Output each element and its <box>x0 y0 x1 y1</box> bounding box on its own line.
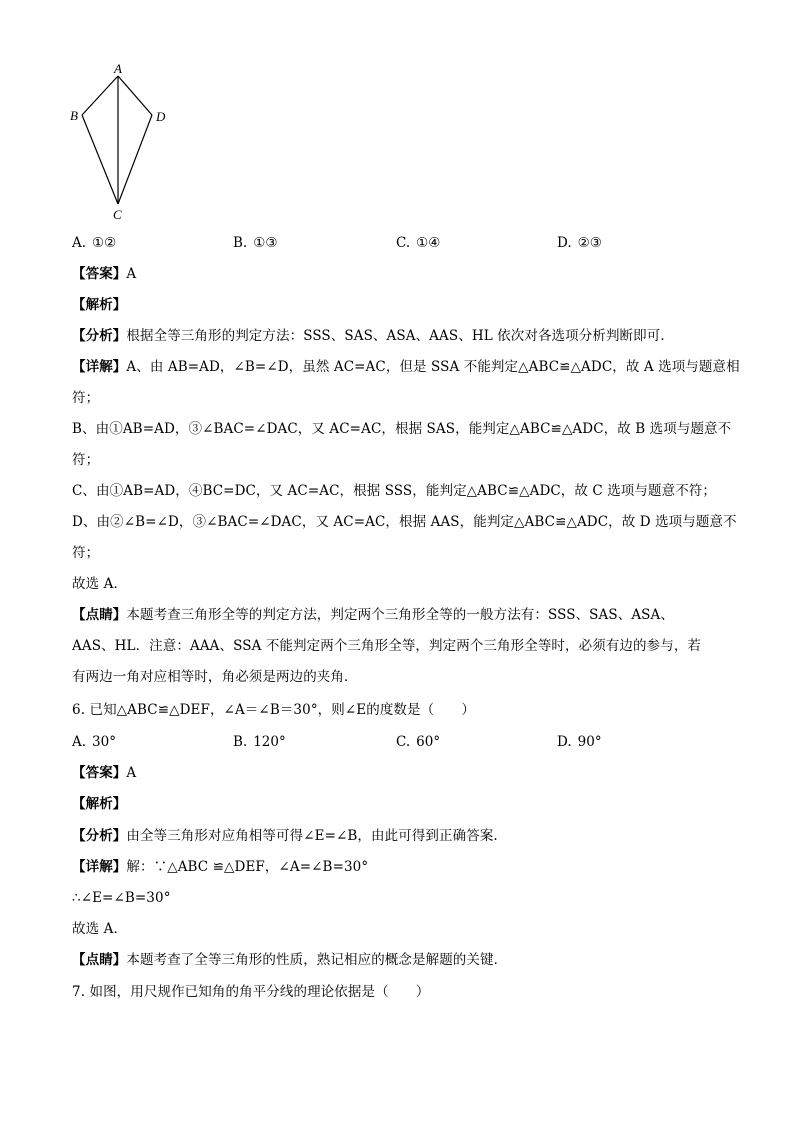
q6-option-c-text: 60° <box>416 734 441 750</box>
label-c: C <box>113 207 122 222</box>
q6-option-a-text: 30° <box>92 734 116 750</box>
q5-answer <box>72 264 136 284</box>
q5-analysis-tag <box>72 295 126 315</box>
q6-detail-line-2: ∴∠E=∠B=30° <box>72 890 171 906</box>
q5-detail-line-1 <box>72 357 740 377</box>
q5-dianjing-text-1: 本题考查三角形全等的判定方法，判定两个三角形全等的一般方法有：SSS、SAS、ASA、 <box>126 607 674 623</box>
q6-option-b[interactable] <box>233 732 286 752</box>
q5-option-c[interactable] <box>396 233 440 253</box>
q6-answer-tag: 【答案】 <box>72 765 127 781</box>
q6-option-d-letter: D. <box>557 734 572 750</box>
q5-dianjing-line-3: 有两边一角对应相等时，角必须是两边的夹角． <box>72 669 358 685</box>
q5-xiangjie-tag: 【详解】 <box>72 359 127 375</box>
q5-answer-tag: 【答案】 <box>72 266 127 282</box>
q6-dianjing-tag: 【点睛】 <box>72 952 127 968</box>
q5-option-b-text: ①③ <box>253 235 278 251</box>
q6-option-c-letter: C. <box>396 734 411 750</box>
q6-option-a[interactable] <box>72 732 116 752</box>
q5-dianjing-line-1 <box>72 605 674 625</box>
q6-dianjing-text: 本题考查了全等三角形的性质，熟记相应的概念是解题的关键． <box>126 952 508 968</box>
q6-answer <box>72 763 136 783</box>
q5-detail-line-3: B、由①AB=AD，③∠BAC=∠DAC，又 AC=AC，根据 SAS，能判定△ABC≌△ADC，故 B 选项与题意不 <box>72 421 732 437</box>
q6-option-a-letter: A. <box>72 734 87 750</box>
q5-option-a[interactable] <box>72 233 116 253</box>
segment-dc <box>118 115 152 204</box>
q5-option-c-letter: C. <box>396 235 411 251</box>
q6-fenxi <box>72 826 498 846</box>
q5-option-d-text: ②③ <box>577 235 602 251</box>
q6-detail-line-3: 故选 A． <box>72 921 128 937</box>
label-a: A <box>114 61 122 76</box>
q5-option-a-text: ①② <box>92 235 117 251</box>
q5-detail-text-1: A、由 AB=AD，∠B=∠D，虽然 AC=AC，但是 SSA 不能判定△ABC≌△ADC，故 A 选项与题意相 <box>126 359 740 375</box>
q5-detail-line-5: C、由①AB=AD，④BC=DC，又 AC=AC，根据 SSS，能判定△ABC≌△ADC，故 C 选项与题意不符； <box>72 483 717 499</box>
q5-detail-line-8: 故选 A． <box>72 576 128 592</box>
segment-ad <box>118 76 152 115</box>
q6-fenxi-tag: 【分析】 <box>72 828 127 844</box>
q6-option-d[interactable] <box>557 732 602 752</box>
q5-answer-value: A <box>126 266 137 282</box>
label-d: D <box>156 109 166 124</box>
q5-dianjing-tag: 【点睛】 <box>72 607 127 623</box>
q6-xiangjie-tag: 【详解】 <box>72 859 127 875</box>
segment-bc <box>82 115 118 204</box>
q6-dianjing <box>72 950 507 970</box>
q6-answer-value: A <box>126 765 137 781</box>
q6-analysis-tag <box>72 794 126 814</box>
q5-option-d-letter: D. <box>557 235 572 251</box>
q6-analysis-label: 【解析】 <box>72 796 127 812</box>
q6-option-d-text: 90° <box>577 734 602 750</box>
q7-question: 7. 如图，用尺规作已知角的角平分线的理论依据是（ ） <box>72 984 430 1000</box>
q5-detail-line-4: 符； <box>72 452 100 468</box>
q5-dianjing-line-2: AAS、HL．注意：AAA、SSA 不能判定两个三角形全等，判定两个三角形全等时，必须有边的参与，若 <box>72 638 702 654</box>
q6-fenxi-text: 由全等三角形对应角相等可得∠E=∠B，由此可得到正确答案. <box>126 828 498 844</box>
q6-option-b-text: 120° <box>253 734 286 750</box>
q5-fenxi-tag: 【分析】 <box>72 328 127 344</box>
segment-ab <box>82 76 118 115</box>
kite-figure <box>60 58 180 228</box>
q6-detail-line-1 <box>72 857 368 877</box>
q5-fenxi <box>72 326 674 346</box>
q5-fenxi-text: 根据全等三角形的判定方法：SSS、SAS、ASA、AAS、HL 依次对各选项分析判断即可． <box>126 328 674 344</box>
q5-option-b[interactable] <box>233 233 277 253</box>
q6-question: 6. 已知△ABC≌△DEF，∠A＝∠B＝30°，则∠E的度数是（ ） <box>72 702 476 718</box>
q5-option-d[interactable] <box>557 233 602 253</box>
q5-option-a-letter: A. <box>72 235 87 251</box>
q6-option-b-letter: B. <box>233 734 248 750</box>
q6-option-c[interactable] <box>396 732 440 752</box>
q5-detail-line-2: 符； <box>72 390 100 406</box>
q5-option-b-letter: B. <box>233 235 248 251</box>
q5-detail-line-6: D、由②∠B=∠D，③∠BAC=∠DAC，又 AC=AC，根据 AAS，能判定△ABC≌△ADC，故 D 选项与题意不 <box>72 514 737 530</box>
q5-option-c-text: ①④ <box>416 235 441 251</box>
q5-analysis-label: 【解析】 <box>72 297 127 313</box>
label-b: B <box>70 108 78 123</box>
q6-detail-text-1: 解：∵△ABC ≌△DEF，∠A=∠B=30° <box>126 859 369 875</box>
q5-detail-line-7: 符； <box>72 545 100 561</box>
